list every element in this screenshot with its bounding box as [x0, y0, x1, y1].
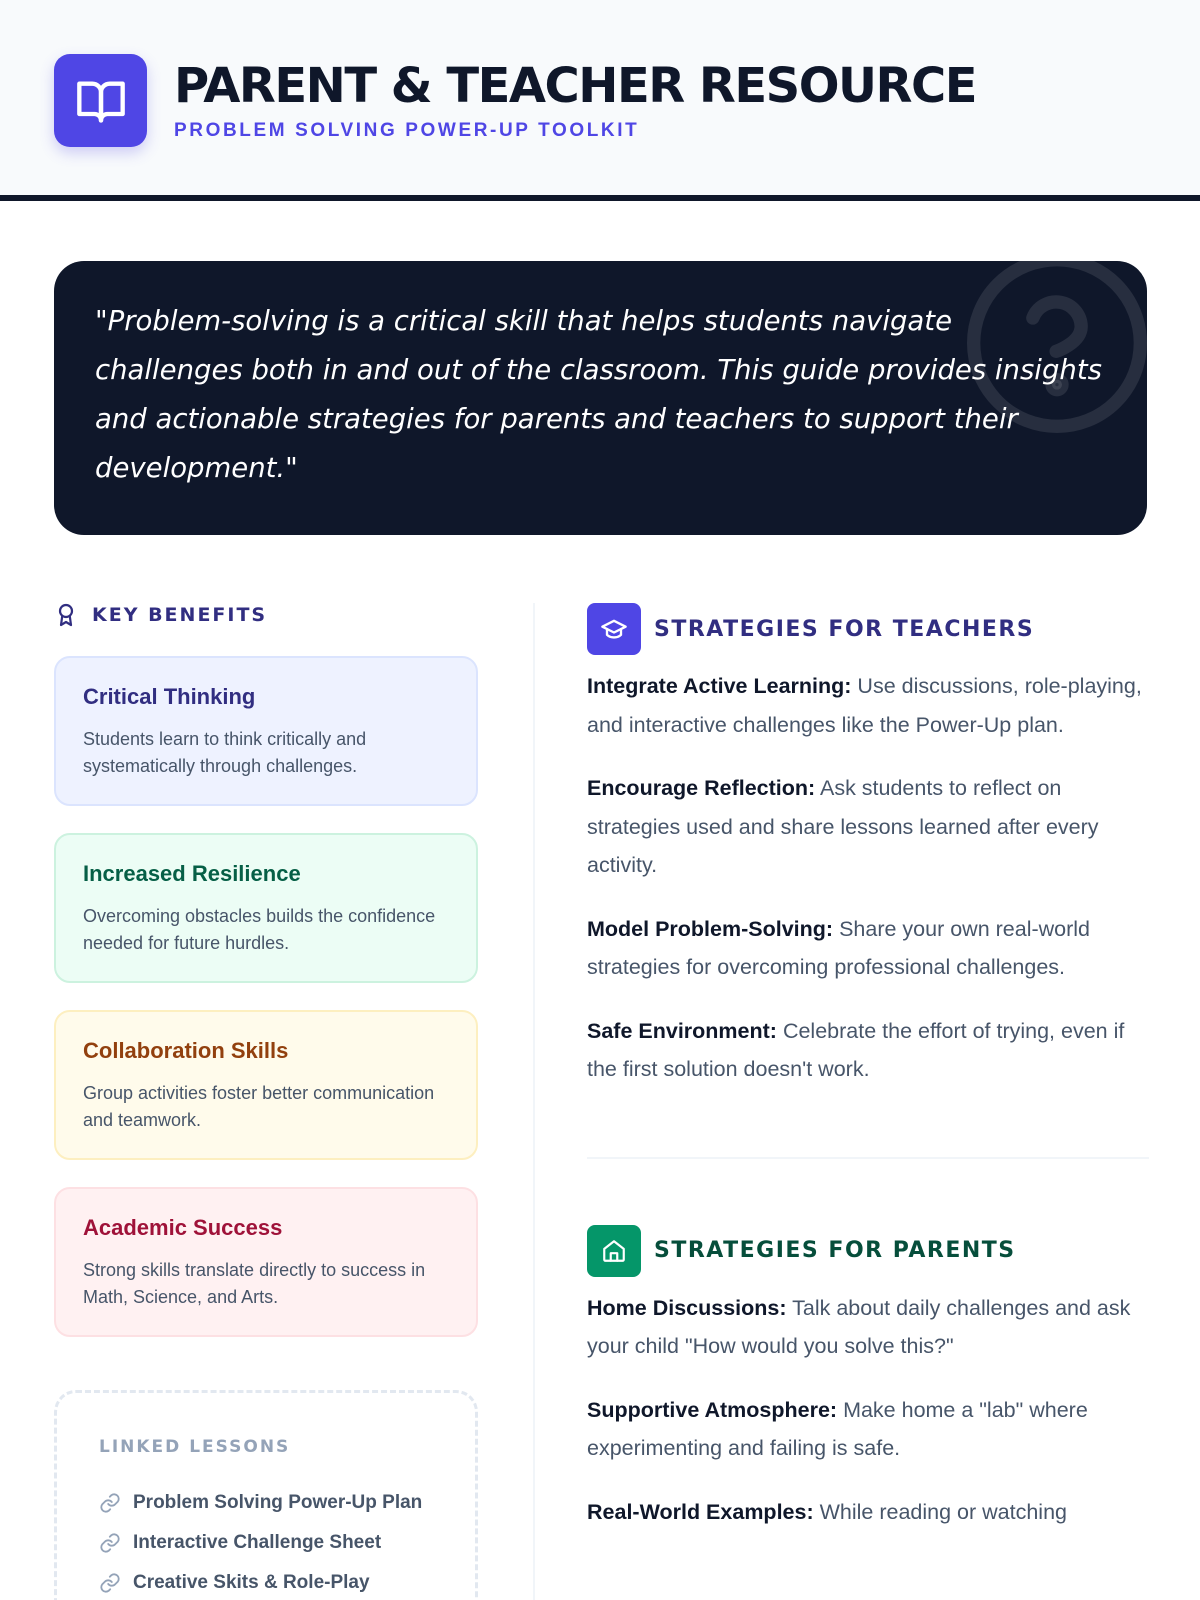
benefit-title: Critical Thinking: [83, 684, 256, 709]
linked-lesson-link[interactable]: [99, 1563, 475, 1600]
strategy-text: Celebrate the effort of trying, even if the first solution doesn't work.: [587, 1018, 1125, 1081]
page-header: [0, 0, 1200, 201]
parent-strategy: [587, 1289, 1149, 1366]
strategy-text: Ask students to reflect on strategies used and share lessons learned after every activity.: [587, 776, 1099, 877]
parent-strategy: [587, 1493, 1149, 1532]
strategy-label: Encourage Reflection:: [587, 776, 816, 800]
strategies-column: [587, 603, 1149, 1556]
teacher-strategy: [587, 1012, 1149, 1089]
key-benefits-title: KEY BENEFITS: [92, 604, 268, 626]
logo: [54, 54, 147, 147]
strategy-text: While reading or watching: [819, 1499, 1067, 1524]
teachers-title: STRATEGIES FOR TEACHERS: [654, 616, 1035, 642]
teachers-icon-box: [587, 603, 641, 655]
intro-quote-text: "Problem-solving is a critical skill that helps students navigate challenges both in and out of the classroom. This guide provides insights and actionable strategies for parents and teachers to support their development.": [95, 305, 1102, 484]
intro-quote-card: [54, 261, 1147, 535]
open-book-icon: [75, 75, 127, 127]
linked-lessons-box: [54, 1390, 478, 1600]
teacher-strategy: [587, 910, 1149, 987]
link-icon: [99, 1492, 121, 1514]
parents-title: STRATEGIES FOR PARENTS: [654, 1238, 1016, 1263]
linked-lesson-link[interactable]: [99, 1523, 475, 1563]
linked-lesson-label: Interactive Challenge Sheet: [133, 1532, 382, 1553]
key-benefits-heading: [54, 600, 478, 630]
benefit-description: Strong skills translate directly to success in Math, Science, and Arts.: [83, 1260, 426, 1307]
strategy-text: Make home a "lab" where experimenting and failing is safe.: [587, 1397, 1088, 1460]
benefit-title: Increased Resilience: [83, 861, 301, 886]
strategy-label: Integrate Active Learning:: [587, 674, 852, 698]
teacher-strategy: [587, 769, 1149, 885]
strategy-text: Talk about daily challenges and ask your child "How would you solve this?": [587, 1295, 1131, 1358]
teacher-strategy: [587, 667, 1149, 744]
column-divider: [533, 603, 535, 1600]
benefit-card-academic-success: [54, 1187, 478, 1337]
page-subtitle: PROBLEM SOLVING POWER-UP TOOLKIT: [174, 120, 640, 141]
strategy-text: Share your own real-world strategies for overcoming professional challenges.: [587, 916, 1091, 979]
benefit-title: Collaboration Skills: [83, 1038, 289, 1063]
strategy-label: Real-World Examples:: [587, 1499, 814, 1524]
teachers-heading: [587, 603, 1149, 655]
award-ribbon-icon: [54, 602, 78, 628]
graduation-cap-icon: [600, 615, 628, 643]
parents-heading: [587, 1225, 1149, 1277]
linked-lesson-link[interactable]: [99, 1483, 475, 1523]
strategy-label: Model Problem-Solving:: [587, 916, 834, 941]
page-title: PARENT & TEACHER RESOURCE: [174, 58, 976, 114]
benefit-description: Overcoming obstacles builds the confidence needed for future hurdles.: [83, 906, 436, 953]
linked-lesson-label: Problem Solving Power-Up Plan: [133, 1492, 423, 1513]
benefit-description: Students learn to think critically and systematically through challenges.: [83, 729, 367, 776]
link-icon: [99, 1532, 121, 1554]
strategy-label: Home Discussions:: [587, 1295, 787, 1320]
parents-icon-box: [587, 1225, 641, 1277]
benefit-card-critical-thinking: [54, 656, 478, 806]
benefit-title: Academic Success: [83, 1215, 283, 1240]
strategy-text: Use discussions, role-playing, and interactive challenges like the Power-Up plan.: [587, 674, 1142, 737]
linked-lesson-label: Creative Skits & Role-Play: [133, 1572, 370, 1593]
home-icon: [601, 1238, 627, 1264]
strategy-label: Supportive Atmosphere:: [587, 1397, 838, 1422]
benefit-card-resilience: [54, 833, 478, 983]
benefit-description: Group activities foster better communication and teamwork.: [83, 1083, 435, 1130]
key-benefits-section: [54, 600, 478, 1364]
benefit-card-collaboration: [54, 1010, 478, 1160]
parent-strategy: [587, 1391, 1149, 1468]
linked-lessons-heading: LINKED LESSONS: [99, 1437, 291, 1457]
strategy-label: Safe Environment:: [587, 1018, 777, 1043]
link-icon: [99, 1572, 121, 1594]
